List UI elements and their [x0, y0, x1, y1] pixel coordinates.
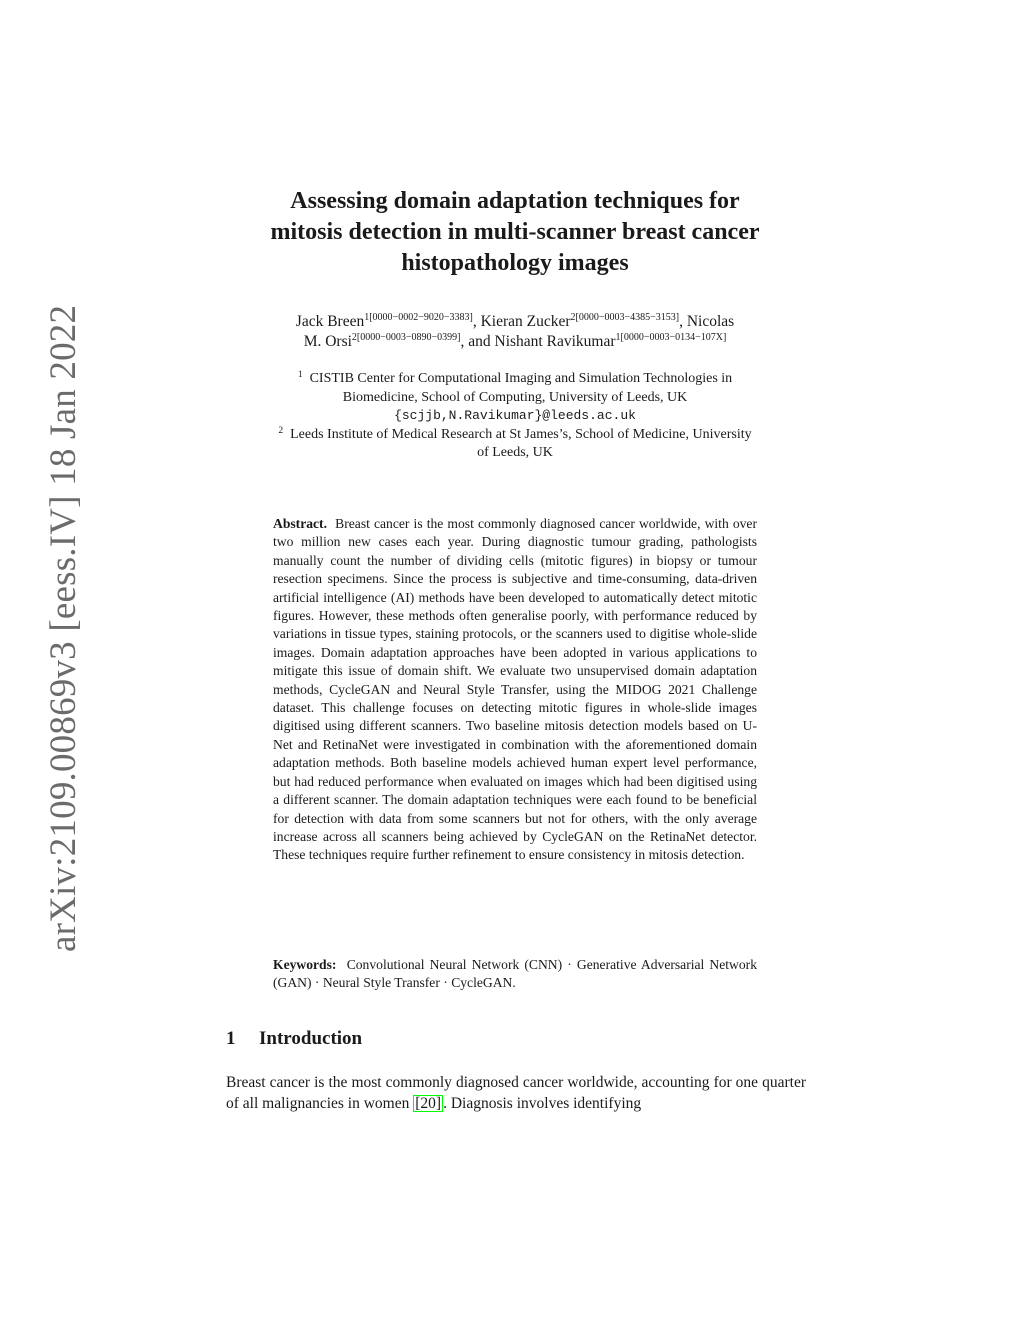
section-title: Introduction: [259, 1028, 363, 1049]
abstract-text: Breast cancer is the most commonly diagnosed cancer worldwide, with over two million new cases each year. During diagnostic tumour grading, pathologists manually count the number of dividing cells (mitotic figures) in biopsy or tumour resection specimens. Since the process is subjective and time-consuming, data-driven artificial intelligence (AI) methods have been developed to automatically detect mitotic figures. However, these methods often generalise poorly, with performance reduced by variations in tissue types, staining protocols, or the scanners used to digitise whole-slide images. Domain adaptation approaches have been adopted in various applications to mitigate this issue of domain shift. We evaluate two unsupervised domain adaptation methods, CycleGAN and Neural Style Transfer, using the MIDOG 2021 Challenge dataset. This challenge focuses on detecting mitotic figures in whole-slide images digitised using different scanners. Two baseline mitosis detection models based on U-Net and RetinaNet were investigated in combination with the aforementioned domain adaptation methods. Both baseline models achieved human expert level performance, but had reduced performance when evaluated on images which had been digitised using a different scanner. The domain adaptation techniques were each found to be beneficial for detection with data from some scanners but not for others, with the only average increase across all scanners being achieved by CycleGAN on the RetinaNet detector. These techniques require further refinement to ensure consistency in mitosis detection.: [273, 516, 757, 863]
introduction-paragraph: [226, 1073, 806, 1114]
abstract-label: Abstract.: [273, 516, 327, 531]
abstract: [273, 515, 757, 865]
author-name: , Nicolas: [679, 313, 735, 330]
author-orcid: 1[0000−0002−9020−3383]: [364, 312, 473, 323]
affiliation-email[interactable]: {scjjb,N.Ravikumar}@leeds.ac.uk: [394, 408, 636, 423]
arxiv-identifier: arXiv:2109.00869v3 [eess.IV] 18 Jan 2022: [43, 304, 84, 952]
citation-link[interactable]: [20]: [415, 1094, 442, 1112]
keywords-text: Convolutional Neural Network (CNN) · Generative Adversarial Network (GAN) · Neural Style Transfer · CycleGAN.: [273, 957, 757, 991]
affiliation-text: Leeds Institute of Medical Research at St James’s, School of Medicine, University: [290, 426, 752, 442]
author-name: , Kieran Zucker: [472, 313, 571, 330]
title-line-1: Assessing domain adaptation techniques for: [290, 188, 740, 214]
affiliation-marker: 2: [278, 425, 284, 436]
affiliation-text: CISTIB Center for Computational Imaging and Simulation Technologies in: [309, 371, 733, 386]
affiliation-text: Biomedicine, School of Computing, University of Leeds, UK: [342, 389, 688, 405]
section-number: 1: [226, 1028, 236, 1049]
affiliation-1: [215, 370, 815, 426]
keywords: [273, 956, 757, 993]
author-name: Jack Breen: [295, 313, 365, 330]
affiliation-marker: 1: [297, 370, 303, 380]
section-heading-introduction: [226, 1028, 362, 1050]
paper-title: [200, 186, 830, 279]
author-name: M. Orsi: [303, 333, 352, 350]
affiliations: [215, 370, 815, 463]
author-orcid: 1[0000−0003−0134−107X]: [615, 332, 727, 343]
intro-text: Breast cancer is the most commonly diagnosed cancer worldwide, accounting for one quarter of all malignancies in women: [226, 1074, 806, 1112]
author-orcid: 2[0000−0003−4385−3153]: [570, 312, 680, 323]
author-name: , and Nishant Ravikumar: [460, 333, 616, 350]
affiliation-2: [215, 426, 815, 463]
affiliation-text: of Leeds, UK: [477, 445, 553, 460]
title-line-2: mitosis detection in multi-scanner breast cancer: [270, 219, 760, 245]
author-orcid: 2[0000−0003−0890−0399]: [351, 332, 461, 343]
author-list: [220, 312, 810, 352]
title-line-3: histopathology images: [401, 250, 629, 276]
intro-text: . Diagnosis involves identifying: [443, 1094, 642, 1112]
keywords-label: Keywords:: [273, 957, 337, 972]
